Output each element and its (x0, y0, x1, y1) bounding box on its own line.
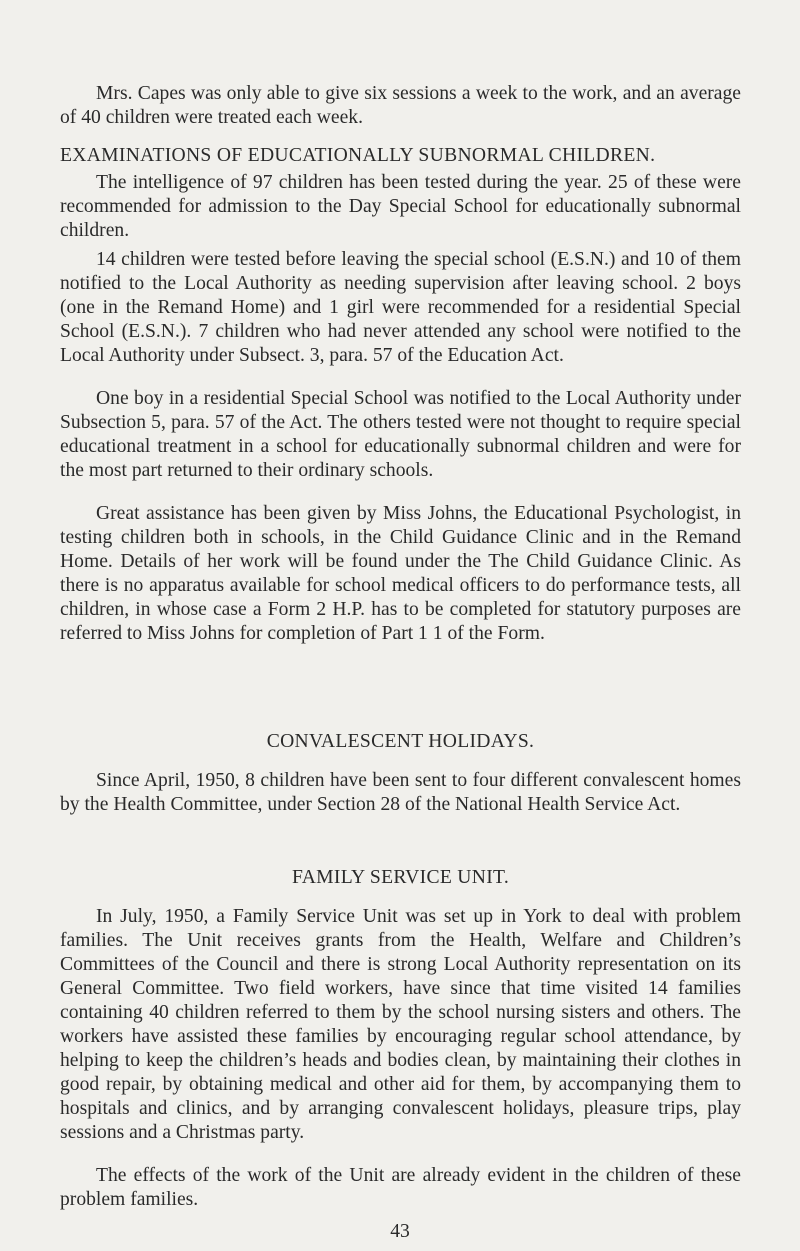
intro-paragraph: Mrs. Capes was only able to give six sessions a week to the work, and an average of 40 children were treated each week. (60, 83, 741, 128)
section-family-service (60, 866, 741, 1212)
esn-paragraph-2: 14 children were tested before leaving the special school (E.S.N.) and 10 of them notified to the Local Authority as needing supervision after leaving school. 2 boys (one in the Remand Home) and 1 girl were recommended for a residential Special School (E.S.N.). 7 children who had never attended any school were notified to the Local Authority under Subsect. 3, para. 57 of the Education Act. (60, 249, 741, 366)
section-heading-convalescent: CONVALESCENT HOLIDAYS. (266, 731, 535, 752)
section-heading-esn: EXAMINATIONS OF EDUCATIONALLY SUBNORMAL CHILDREN. (60, 145, 656, 166)
section-convalescent (60, 730, 741, 817)
esn-paragraph-4: Great assistance has been given by Miss Johns, the Educational Psychologist, in testing children both in schools, in the Child Guidance Clinic and in the Remand Home. Details of her work will be found under the The Child Guidance Clinic. As there is no apparatus available for school medical officers to do performance tests, all children, in whose case a Form 2 H.P. has to be completed for statutory purposes are referred to Miss Johns for completion of Part 1 1 of the Form. (60, 503, 741, 644)
convalescent-paragraph: Since April, 1950, 8 children have been sent to four different convalescent homes by the Health Committee, under Section 28 of the National Health Service Act. (60, 770, 741, 815)
section-esn (60, 144, 741, 646)
page-number: 43 (390, 1221, 410, 1242)
family-service-paragraph-1: In July, 1950, a Family Service Unit was set up in York to deal with problem families. The Unit receives grants from the Health, Welfare and Children’s Committees of the Council and there is strong Local Authority representation on its General Committee. Two field workers, have since that time visited 14 families containing 40 children referred to them by the school nursing sisters and others. The workers have assisted these families by encouraging regular school attendance, by helping to keep the children’s heads and bodies clean, by maintaining their clothes in good repair, by obtaining medical and other aid for them, by accompanying them to hospitals and clinics, and by arranging convalescent holidays, pleasure trips, play sessions and a Christmas party. (60, 906, 741, 1143)
intro-block (60, 82, 741, 130)
esn-paragraph-1: The intelligence of 97 children has been tested during the year. 25 of these were recommended for admission to the Day Special School for educationally subnormal children. (60, 172, 741, 241)
section-heading-family-service: FAMILY SERVICE UNIT. (291, 867, 510, 888)
family-service-paragraph-2: The effects of the work of the Unit are already evident in the children of these problem families. (60, 1165, 741, 1210)
esn-paragraph-3: One boy in a residential Special School was notified to the Local Authority under Subsection 5, para. 57 of the Act. The others tested were not thought to require special educational treatment in a school for educationally subnormal children and were for the most part returned to their ordinary schools. (60, 388, 741, 481)
